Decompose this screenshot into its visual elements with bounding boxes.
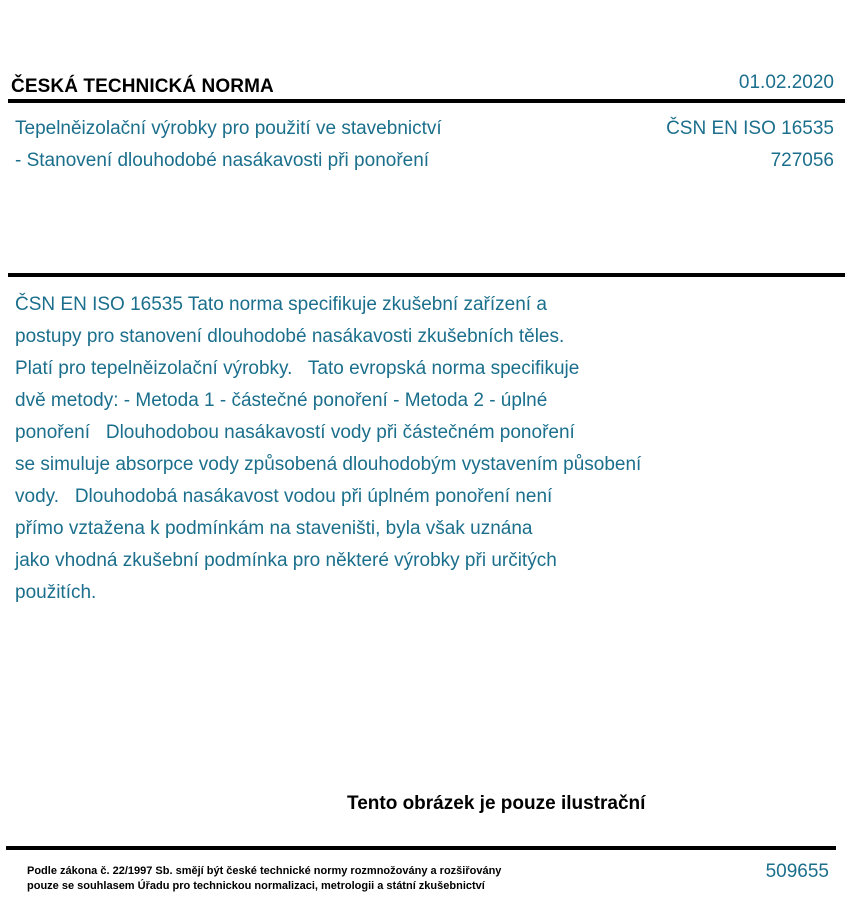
standard-title-line-2: - Stanovení dlouhodobé nasákavosti při ponoření xyxy=(15,150,430,171)
abstract-line: se simuluje absorpce vody způsobená dlouhodobým vystavením působení xyxy=(15,454,642,475)
abstract-line: ČSN EN ISO 16535 Tato norma specifikuje zkušební zařízení a xyxy=(15,294,547,315)
abstract-line: použitích. xyxy=(15,582,97,603)
abstract-line: jako vhodná zkušební podmínka pro některé výrobky při určitých xyxy=(15,550,557,571)
abstract-line: ponoření Dlouhodobou nasákavostí vody při částečném ponoření xyxy=(15,422,575,443)
legal-notice-line-1: Podle zákona č. 22/1997 Sb. smějí být české technické normy rozmnožovány a rozšiřovány xyxy=(27,865,502,877)
abstract-line: postupy pro stanovení dlouhodobé nasákavosti zkušebních těles. xyxy=(15,326,565,347)
legal-notice xyxy=(27,864,501,894)
abstract-line: Platí pro tepelněizolační výrobky. Tato evropská norma specifikuje xyxy=(15,358,580,379)
abstract-line: přímo vztažena k podmínkám na staveništi, byla však uznána xyxy=(15,518,533,539)
document-heading: ČESKÁ TECHNICKÁ NORMA xyxy=(11,76,274,97)
standard-class-number: 727056 xyxy=(770,150,834,171)
document-number: 509655 xyxy=(765,861,829,882)
abstract-line: dvě metody: - Metoda 1 - částečné ponoření - Metoda 2 - úplné xyxy=(15,390,548,411)
illustrative-note: Tento obrázek je pouze ilustrační xyxy=(347,793,646,814)
abstract-text xyxy=(15,289,735,609)
legal-notice-line-2: pouze se souhlasem Úřadu pro technickou normalizaci, metrologii a státní zkušebnictví xyxy=(27,880,485,892)
footer-divider xyxy=(6,846,836,850)
abstract-line: vody. Dlouhodobá nasákavost vodou při úplném ponoření není xyxy=(15,486,553,507)
standard-code: ČSN EN ISO 16535 xyxy=(666,118,834,139)
publication-date: 01.02.2020 xyxy=(738,72,834,93)
section-divider xyxy=(8,273,845,277)
standard-title-line-1: Tepelněizolační výrobky pro použití ve stavebnictví xyxy=(15,118,442,139)
header-divider xyxy=(8,99,845,103)
